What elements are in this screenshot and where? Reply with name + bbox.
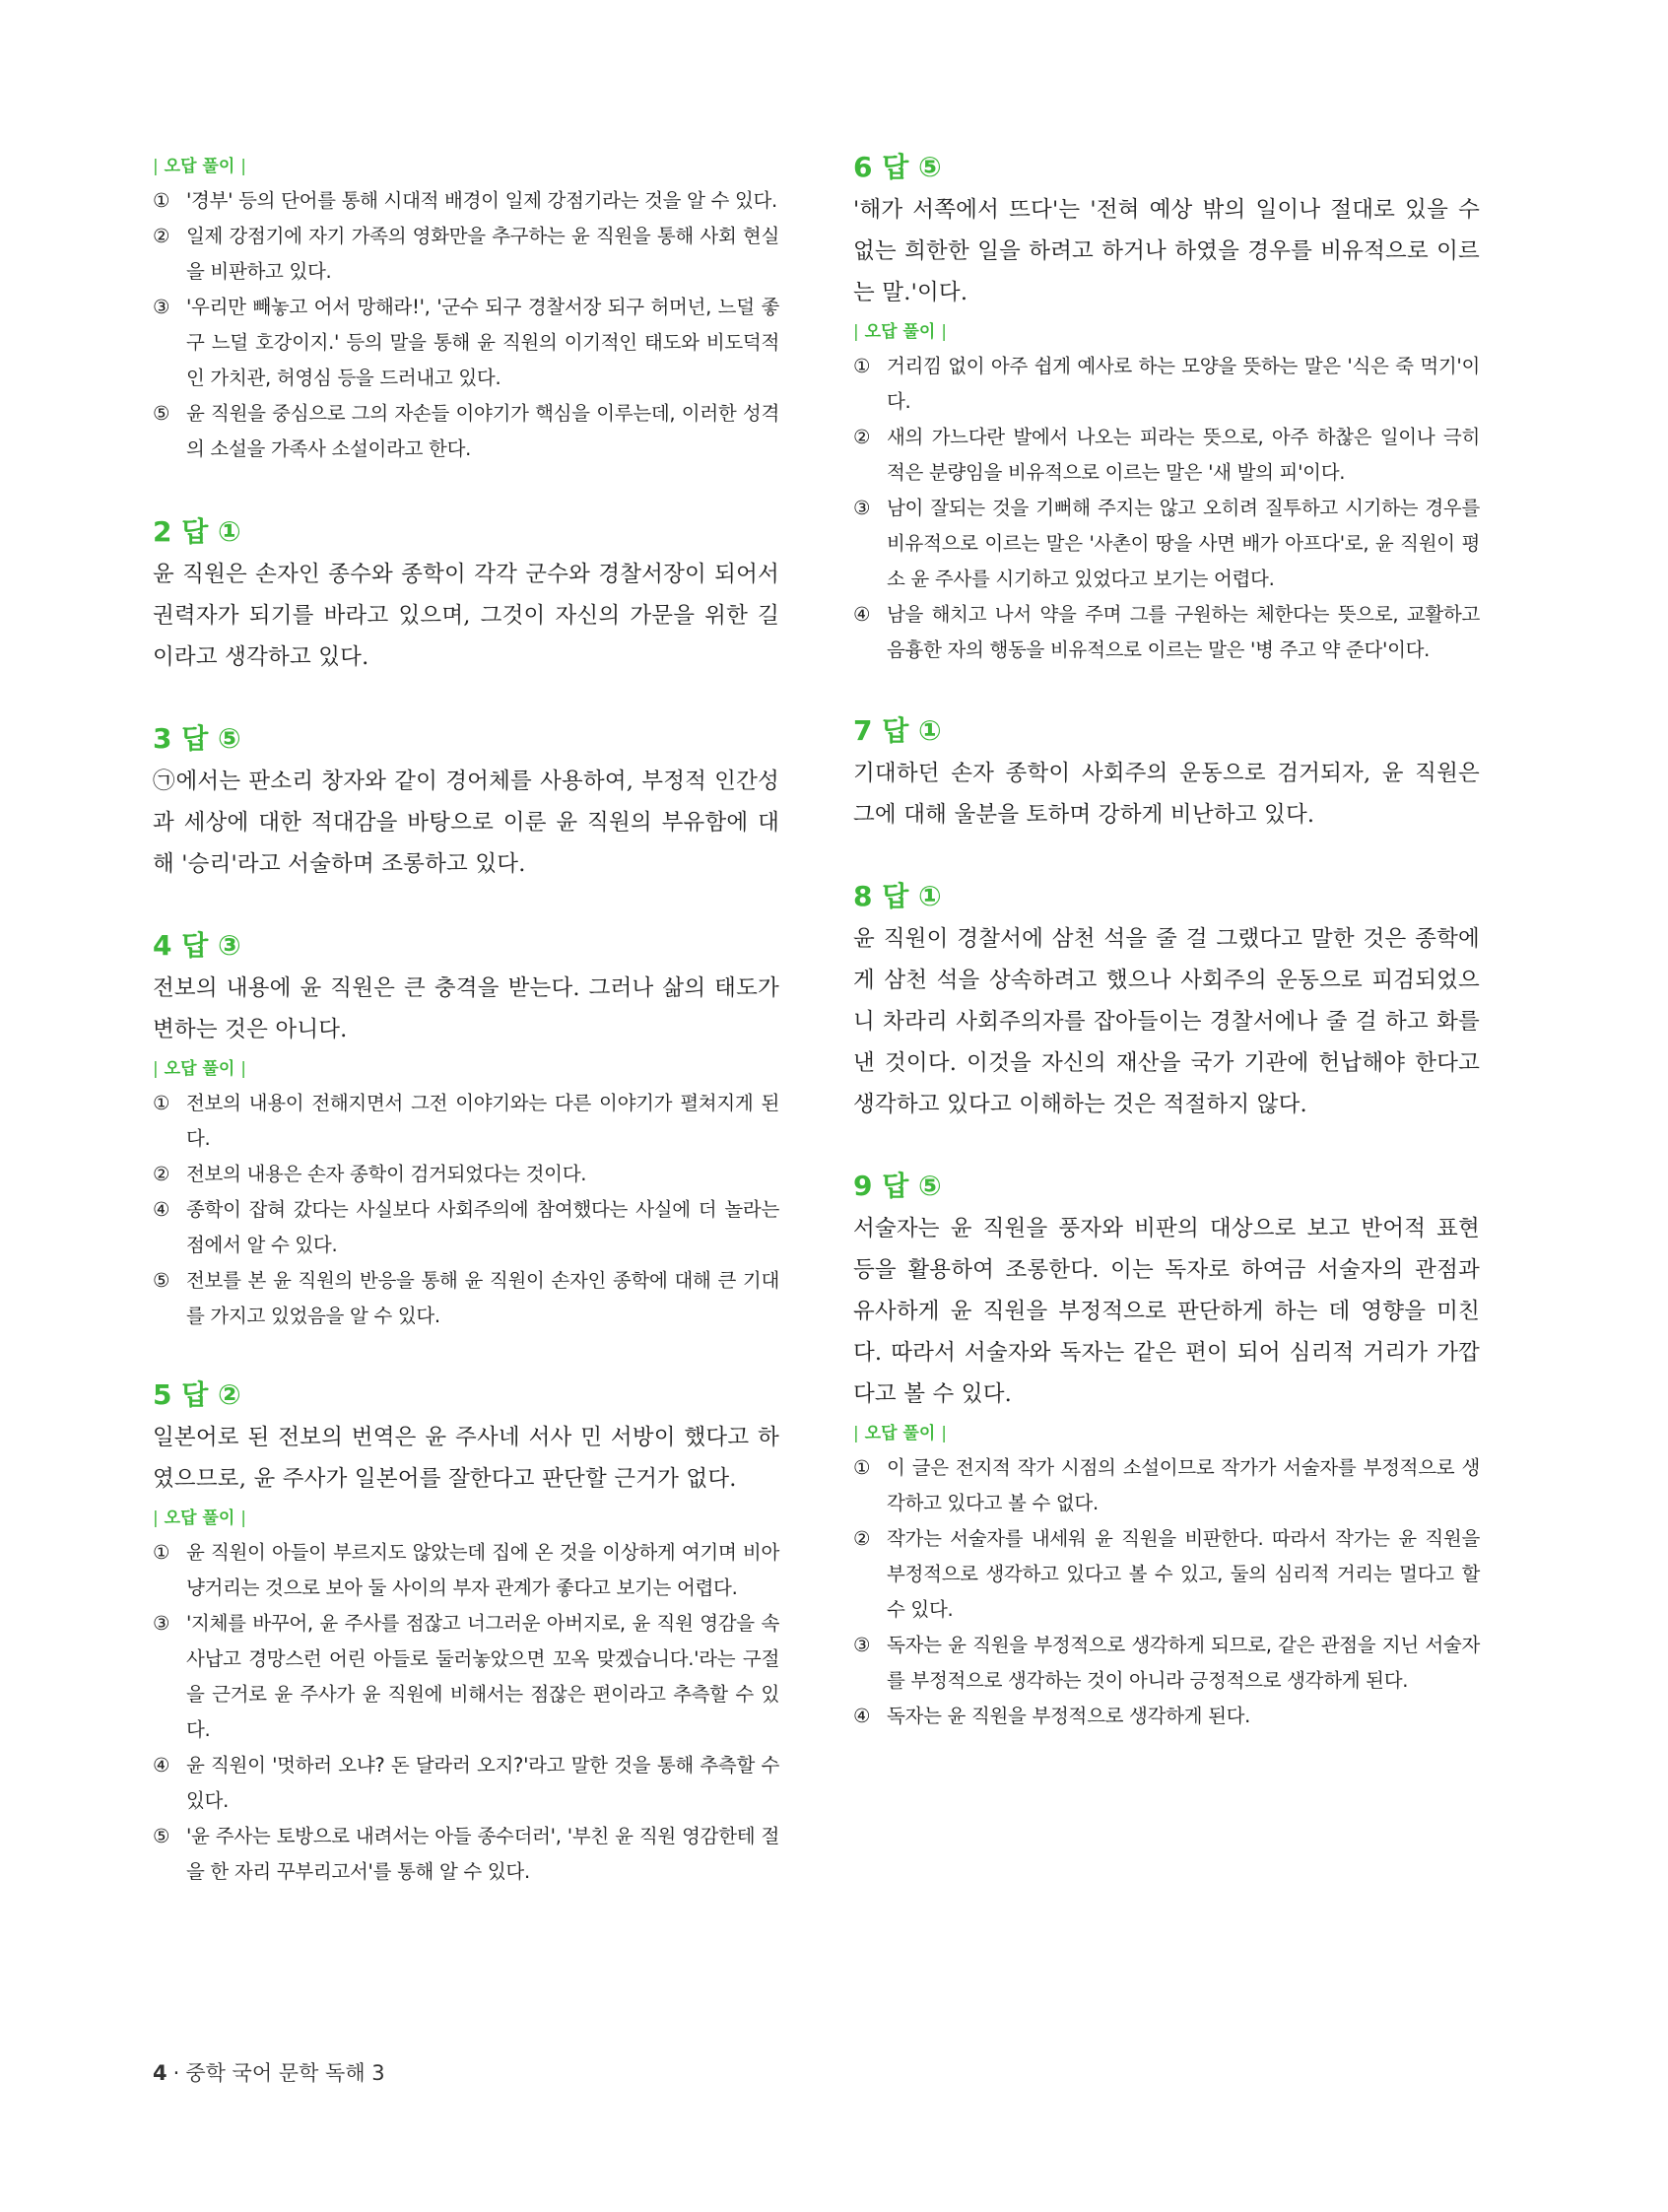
answer-number: 3 답 ⑤ — [153, 722, 241, 755]
answer-number: 8 답 ① — [853, 880, 942, 912]
footer-separator: · — [172, 2061, 180, 2085]
list-item: ② 새의 가느다란 발에서 나오는 피라는 뜻으로, 아주 하찮은 일이나 극히 적은 분량임을 비유적으로 이르는 말은 '새 발의 피'이다. — [853, 426, 1480, 484]
list-item: ③ 남이 잘되는 것을 기뻐해 주지는 않고 오히려 질투하고 시기하는 경우를 비유적으로 이르는 말은 '사촌이 땅을 사면 배가 아프다'로, 윤 직원이 평소 윤 주사를 시기하고 있었다고 보기는 어렵다. — [853, 497, 1480, 590]
answer-number: 7 답 ① — [853, 714, 942, 747]
list-item: ④ 독자는 윤 직원을 부정적으로 생각하게 된다. — [853, 1705, 1251, 1727]
explanation-text: 기대하던 손자 종학이 사회주의 운동으로 검거되자, 윤 직원은 그에 대해 울분을 토하며 강하게 비난하고 있다. — [853, 761, 1480, 828]
list-item: ③ 독자는 윤 직원을 부정적으로 생각하게 되므로, 같은 관점을 지닌 서술자를 부정적으로 생각하는 것이 아니라 긍정적으로 생각하게 된다. — [853, 1634, 1480, 1692]
section-3 — [153, 719, 779, 885]
list-item: ⑤ 윤 직원을 중심으로 그의 자손들 이야기가 핵심을 이루는데, 이러한 성격의 소설을 가족사 소설이라고 한다. — [153, 402, 779, 460]
answer-number: 2 답 ① — [153, 515, 241, 548]
page-number: 4 — [153, 2061, 167, 2085]
section-6 — [853, 148, 1480, 668]
list-item: ① '경부' 등의 단어를 통해 시대적 배경이 일제 강점기라는 것을 알 수 있다. — [153, 189, 777, 212]
list-item: ⑤ '윤 주사는 토방으로 내려서는 아들 종수더러', '부친 윤 직원 영감한테 절을 한 자리 꾸부리고서'를 통해 알 수 있다. — [153, 1825, 779, 1883]
list-item: ① 거리낌 없이 아주 쉽게 예사로 하는 모양을 뜻하는 말은 '식은 죽 먹기'이다. — [853, 355, 1480, 413]
wrong-answer-list — [853, 1450, 1480, 1734]
explanation-text: 윤 직원이 경찰서에 삼천 석을 줄 걸 그랬다고 말한 것은 종학에게 삼천 석을 상속하려고 했으나 사회주의 운동으로 피검되었으니 차라리 사회주의자를 잡아들이는 경찰서에나 줄 걸 하고 화를 낸 것이다. 이것을 자신의 재산을 국가 기관에 헌납해야 한다고 생각하고 있다고 이해하는 것은 적절하지 않다. — [853, 926, 1480, 1117]
explanation-text: ㉠에서는 판소리 창자와 같이 경어체를 사용하여, 부정적 인간성과 세상에 대한 적대감을 바탕으로 이룬 윤 직원의 부유함에 대해 '승리'라고 서술하며 조롱하고 있다. — [153, 769, 779, 877]
wrong-answer-list — [153, 1086, 779, 1334]
explanation-text: 전보의 내용에 윤 직원은 큰 충격을 받는다. 그러나 삶의 태도가 변하는 것은 아니다. — [153, 975, 779, 1042]
section-4 — [153, 926, 779, 1334]
section-2 — [153, 512, 779, 678]
list-item: ② 작가는 서술자를 내세워 윤 직원을 비판한다. 따라서 작가는 윤 직원을 부정적으로 생각하고 있다고 볼 수 있고, 둘의 심리적 거리는 멀다고 할 수 있다. — [853, 1527, 1480, 1621]
book-title: 중학 국어 문학 독해 3 — [185, 2061, 385, 2085]
list-item: ③ '우리만 빼놓고 어서 망해라!', '군수 되구 경찰서장 되구 허머넌, 느덜 좋구 느덜 호강이지.' 등의 말을 통해 윤 직원의 이기적인 태도와 비도덕적인 가치관, 허영심 등을 드러내고 있다. — [153, 296, 779, 389]
wrong-answer-list — [853, 349, 1480, 668]
list-item: ③ '지체를 바꾸어, 윤 주사를 점잖고 너그러운 아버지로, 윤 직원 영감을 속 사납고 경망스런 어린 아들로 둘러놓았으면 꼬옥 맞겠습니다.'라는 구절을 근거로 윤 주사가 윤 직원에 비해서는 점잖은 편이라고 추측할 수 있다. — [153, 1612, 779, 1741]
left-column — [153, 148, 779, 1890]
wrong-answer-label: | 오답 풀이 | — [153, 157, 246, 176]
explanation-text: '해가 서쪽에서 뜨다'는 '전혀 예상 밖의 일이나 절대로 있을 수 없는 희한한 일을 하려고 하거나 하였을 경우를 비유적으로 이르는 말.'이다. — [853, 197, 1480, 305]
section-5 — [153, 1375, 779, 1890]
list-item: ④ 종학이 잡혀 갔다는 사실보다 사회주의에 참여했다는 사실에 더 놀라는 점에서 알 수 있다. — [153, 1198, 779, 1256]
list-item: ① 윤 직원이 아들이 부르지도 않았는데 집에 온 것을 이상하게 여기며 비아냥거리는 것으로 보아 둘 사이의 부자 관계가 좋다고 보기는 어렵다. — [153, 1541, 779, 1599]
wrong-answer-label: | 오답 풀이 | — [153, 1508, 246, 1528]
list-item: ② 일제 강점기에 자기 가족의 영화만을 추구하는 윤 직원을 통해 사회 현실을 비판하고 있다. — [153, 225, 779, 283]
wrong-answer-label: | 오답 풀이 | — [153, 1059, 246, 1079]
section-8 — [853, 877, 1480, 1125]
page-footer — [153, 2057, 385, 2087]
wrong-answer-label: | 오답 풀이 | — [853, 322, 947, 342]
wrong-answer-list — [153, 1535, 779, 1890]
wrong-answer-list — [153, 183, 779, 467]
answer-number: 5 답 ② — [153, 1378, 241, 1411]
list-item: ① 전보의 내용이 전해지면서 그전 이야기와는 다른 이야기가 펼쳐지게 된다. — [153, 1092, 779, 1150]
list-item: ① 이 글은 전지적 작가 시점의 소설이므로 작가가 서술자를 부정적으로 생각하고 있다고 볼 수 없다. — [853, 1456, 1480, 1514]
list-item: ④ 남을 해치고 나서 약을 주며 그를 구원하는 체한다는 뜻으로, 교활하고 음흉한 자의 행동을 비유적으로 이르는 말은 '병 주고 약 준다'이다. — [853, 603, 1480, 661]
section-9 — [853, 1167, 1480, 1734]
explanation-text: 일본어로 된 전보의 번역은 윤 주사네 서사 민 서방이 했다고 하였으므로, 윤 주사가 일본어를 잘한다고 판단할 근거가 없다. — [153, 1425, 779, 1492]
list-item: ⑤ 전보를 본 윤 직원의 반응을 통해 윤 직원이 손자인 종학에 대해 큰 기대를 가지고 있었음을 알 수 있다. — [153, 1269, 779, 1327]
list-item: ② 전보의 내용은 손자 종학이 검거되었다는 것이다. — [153, 1163, 587, 1185]
explanation-text: 서술자는 윤 직원을 풍자와 비판의 대상으로 보고 반어적 표현 등을 활용하여 조롱한다. 이는 독자로 하여금 서술자의 관점과 유사하게 윤 직원을 부정적으로 판단하게 하는 데 영향을 미친다. 따라서 서술자와 독자는 같은 편이 되어 심리적 거리가 가깝다고 볼 수 있다. — [853, 1216, 1480, 1407]
answer-number: 9 답 ⑤ — [853, 1170, 942, 1202]
section-7 — [853, 711, 1480, 836]
explanation-text: 윤 직원은 손자인 종수와 종학이 각각 군수와 경찰서장이 되어서 권력자가 되기를 바라고 있으며, 그것이 자신의 가문을 위한 길이라고 생각하고 있다. — [153, 562, 779, 670]
wrong-answer-label: | 오답 풀이 | — [853, 1424, 947, 1443]
section-1-wrong-answers — [153, 154, 779, 467]
list-item: ④ 윤 직원이 '멋하러 오냐? 돈 달라러 오지?'라고 말한 것을 통해 추측할 수 있다. — [153, 1754, 779, 1812]
answer-number: 6 답 ⑤ — [853, 151, 942, 183]
right-column — [853, 148, 1480, 1734]
answer-number: 4 답 ③ — [153, 929, 241, 962]
